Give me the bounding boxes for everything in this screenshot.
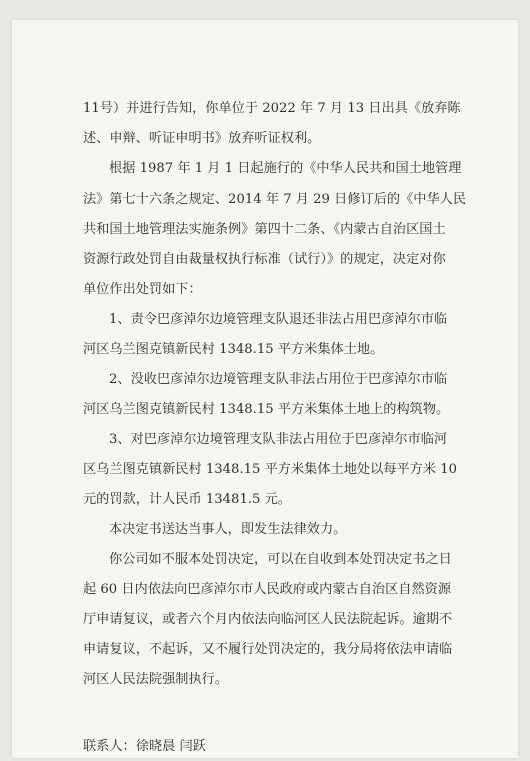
text-line: 11号）并进行告知，你单位于 2022 年 7 月 13 日出具《放弃陈 [83,101,461,116]
text-line: 资源行政处罚自由裁量权执行标准（试行）》的规定，决定对你 [83,252,446,267]
text-line: 法》第七十六条之规定、2014 年 7 月 29 日修订后的《中华人民 [83,192,467,207]
text-line: 申请复议，不起诉，又不履行处罚决定的，我分局将依法申请临 [83,642,453,657]
document-page [12,20,518,758]
text-line: 河区乌兰图克镇新民村 1348.15 平方米集体土地上的构筑物。 [83,402,450,417]
text-line: 1、责令巴彦淖尔边境管理支队退还非法占用巴彦淖尔市临 [109,312,448,327]
text-line: 本决定书送达当事人，即发生法律效力。 [109,522,347,537]
contact-line: 联系人：徐晓晨 闫跃 [83,739,206,754]
text-line: 3、对巴彦淖尔边境管理支队非法占用位于巴彦淖尔市临河 [109,432,448,447]
text-line: 2、没收巴彦淖尔边境管理支队非法占用位于巴彦淖尔市临 [109,372,448,387]
text-line: 根据 1987 年 1 月 1 日起施行的《中华人民共和国土地管理 [109,161,462,176]
text-line: 单位作出处罚如下： [83,282,202,297]
text-line: 述、申辩、听证申明书》放弃听证权利。 [83,131,321,146]
text-line: 区乌兰图克镇新民村 1348.15 平方米集体土地处以每平方米 10 [83,462,458,477]
text-line: 河区人民法院强制执行。 [83,672,229,687]
text-line: 起 60 日内依法向巴彦淖尔市人民政府或内蒙古自治区自然资源 [83,582,452,597]
text-line: 厅申请复议，或者六个月内依法向临河区人民法院起诉。逾期不 [83,612,453,627]
text-line: 共和国土地管理法实施条例》第四十二条、《内蒙古自治区国土 [83,222,446,237]
text-line: 你公司如不服本处罚决定，可以在自收到本处罚决定书之日 [109,552,452,567]
text-line: 元的罚款，计人民币 13481.5 元。 [83,492,291,507]
text-line: 河区乌兰图克镇新民村 1348.15 平方米集体土地。 [83,342,384,357]
